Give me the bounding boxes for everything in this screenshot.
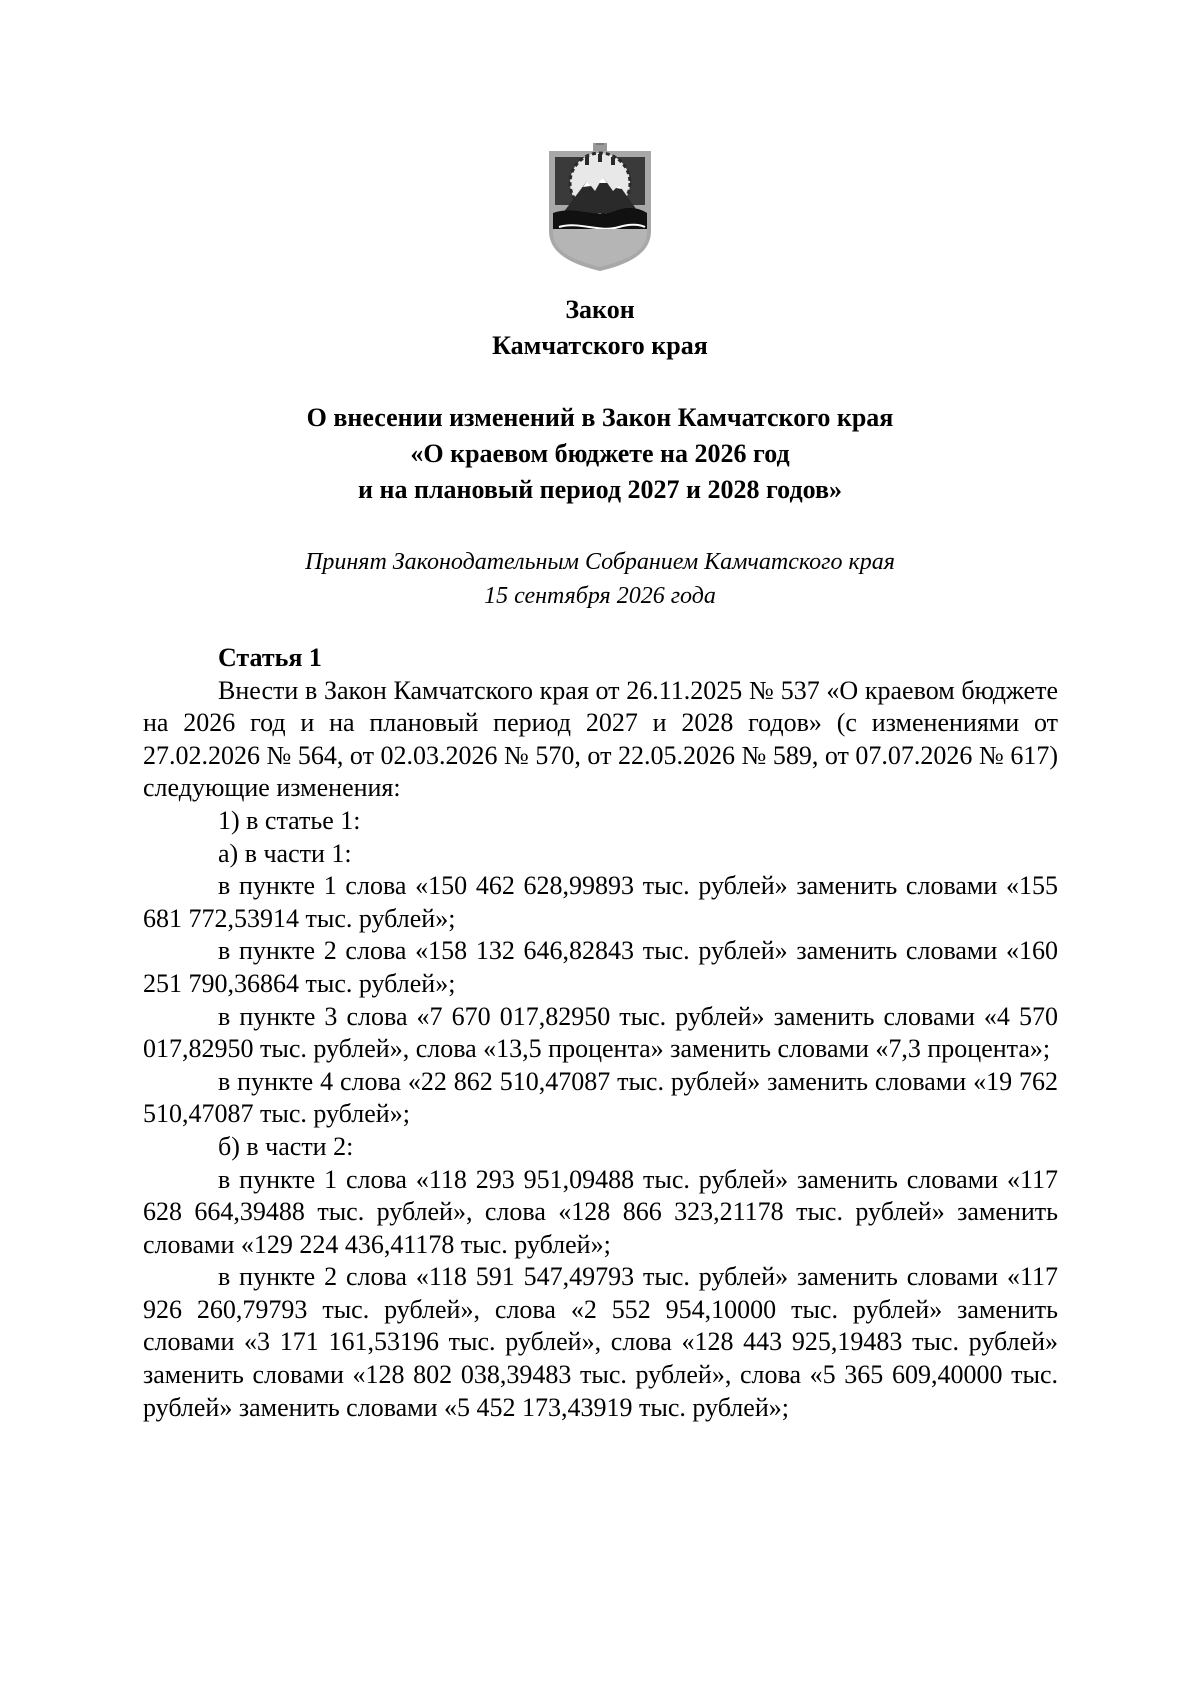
subject-line-3: и на плановый период 2027 и 2028 годов» bbox=[358, 475, 842, 504]
article-paragraph: а) в части 1: bbox=[218, 838, 352, 868]
adoption-note bbox=[0, 545, 1200, 613]
article-paragraph: в пункте 2 слова «118 591 547,49793 тыс. рублей» заменить словами «117 926 260,79793 тыс. рублей», слова «2 552 954,10000 тыс. рублей» заменить словами «3 171 161,53196 тыс. рублей», слова «128 443 925,19483 тыс. рублей» заменить словами «128 802 038,39483 тыс. рублей», слова «5 365 609,40000 тыс. рублей» заменить словами «5 452 173,43919 тыс. рублей»; bbox=[143, 1262, 1058, 1422]
article-paragraph: в пункте 1 слова «118 293 951,09488 тыс. рублей» заменить словами «117 628 664,39488 тыс. рублей», слова «128 866 323,21178 тыс. рублей» заменить словами «129 224 436,41178 тыс. рублей»; bbox=[143, 1164, 1058, 1259]
law-region: Камчатского края bbox=[492, 331, 708, 360]
crown-icon bbox=[593, 143, 607, 152]
article-paragraph: в пункте 4 слова «22 862 510,47087 тыс. рублей» заменить словами «19 762 510,47087 тыс. рублей»; bbox=[143, 1066, 1058, 1129]
subject-line-2: «О краевом бюджете на 2026 год bbox=[410, 439, 790, 468]
adoption-date: 15 сентября 2026 года bbox=[484, 583, 716, 609]
article-body bbox=[143, 642, 1058, 1424]
article-heading: Статья 1 bbox=[218, 643, 322, 672]
subject-line-1: О внесении изменений в Закон Камчатского края bbox=[306, 403, 894, 432]
article-paragraph: б) в части 2: bbox=[218, 1131, 354, 1161]
law-subject-block bbox=[0, 400, 1200, 508]
article-paragraph: Внести в Закон Камчатского края от 26.11.2025 № 537 «О краевом бюджете на 2026 год и на плановый период 2027 и 2028 годов» (с изменениями от 27.02.2026 № 564, от 02.03.2026 № 570, от 22.05.2026 № 589, от 07.07.2026 № 617) следующие изменения: bbox=[143, 675, 1058, 803]
law-title-block bbox=[0, 292, 1200, 364]
article-paragraph: в пункте 2 слова «158 132 646,82843 тыс. рублей» заменить словами «160 251 790,36864 тыс. рублей»; bbox=[143, 936, 1058, 998]
article-paragraph: 1) в статье 1: bbox=[218, 805, 361, 835]
law-word: Закон bbox=[565, 295, 635, 324]
article-paragraph: в пункте 3 слова «7 670 017,82950 тыс. рублей» заменить словами «4 570 017,82950 тыс. рублей», слова «13,5 процента» заменить словами «7,3 процента»; bbox=[143, 1001, 1058, 1064]
coat-of-arms-emblem bbox=[545, 143, 655, 273]
adoption-line-1: Принят Законодательным Собранием Камчатского края bbox=[305, 549, 895, 575]
article-paragraph: в пункте 1 слова «150 462 628,99893 тыс. рублей» заменить словами «155 681 772,53914 тыс. рублей»; bbox=[143, 871, 1058, 933]
